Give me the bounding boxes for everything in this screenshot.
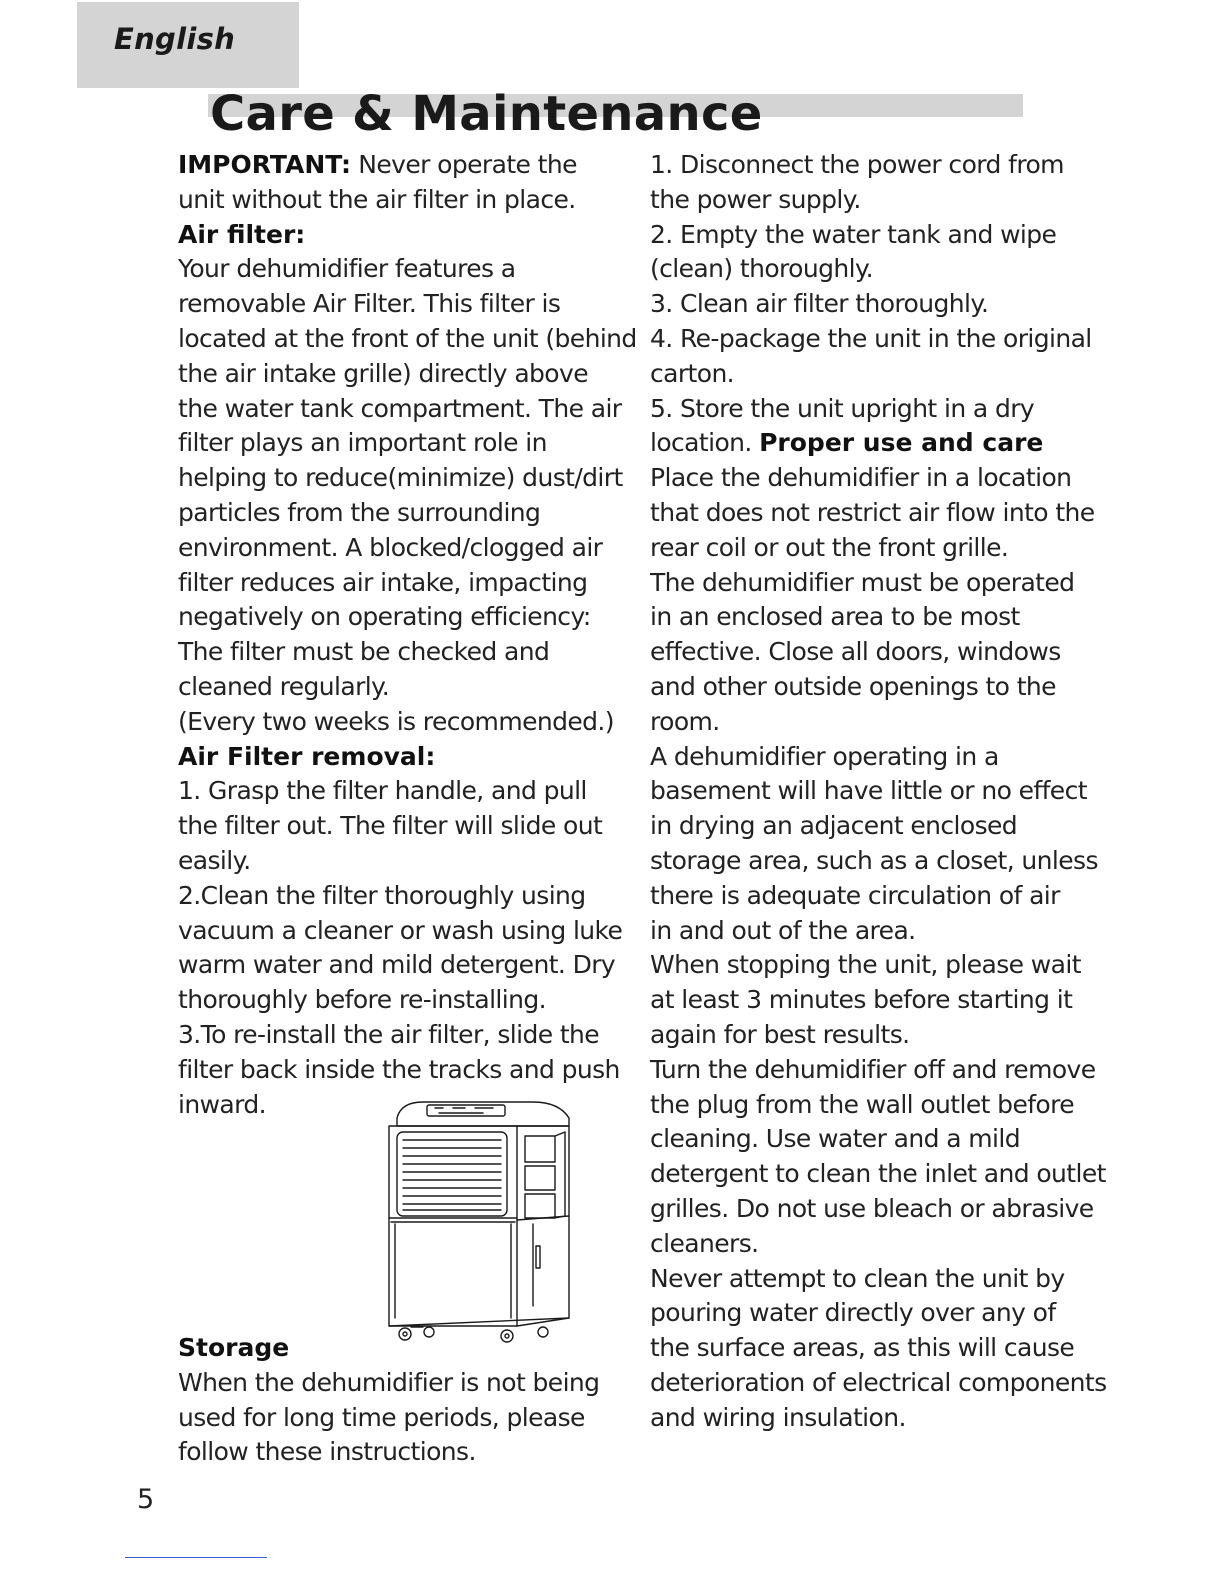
paragraph-line: detergent to clean the inlet and outlet [650,1159,1106,1189]
paragraph-line: cleaning. Use water and a mild [650,1124,1020,1154]
paragraph-line: storage area, such as a closet, unless [650,845,1098,875]
paragraph-line: in drying an adjacent enclosed [650,811,1018,841]
paragraph-line: the water tank compartment. The air [178,393,622,423]
paragraph-line: the plug from the wall outlet before [650,1089,1075,1119]
language-label: English [114,22,236,56]
paragraph-line: pouring water directly over any of [650,1298,1056,1328]
step-line: easily. [178,845,251,875]
paragraph-line: environment. A blocked/clogged air [178,532,603,562]
paragraph-line: in and out of the area. [650,915,916,945]
paragraph-line: there is adequate circulation of air [650,880,1060,910]
paragraph-line: room. [650,706,720,736]
air-filter-removal-steps [178,774,623,1122]
air-filter-paragraph [178,252,637,739]
step-line: 4. Re-package the unit in the original [650,323,1092,353]
important-text: Never operate the [350,150,577,179]
paragraph-line: The dehumidifier must be operated [650,567,1075,597]
paragraph-line: Your dehumidifier features a [178,254,516,284]
paragraph-line: grilles. Do not use bleach or abrasive [650,1193,1094,1223]
paragraph-line: particles from the surrounding [178,497,541,527]
step-line: filter back inside the tracks and push [178,1054,620,1084]
paragraph-line: Place the dehumidifier in a location [650,463,1072,493]
important-label: IMPORTANT: [178,150,351,179]
paragraph-line: negatively on operating efficiency: [178,602,591,632]
important-notice-line [178,148,618,183]
step5-continuation-line [650,426,1090,461]
paragraph-line: at least 3 minutes before starting it [650,985,1073,1015]
step-line: 1. Grasp the filter handle, and pull [178,776,587,806]
proper-use-heading: Proper use and care [759,428,1044,458]
paragraph-line: follow these instructions. [178,1437,476,1467]
paragraph-line: filter reduces air intake, impacting [178,567,588,597]
paragraph-line: A dehumidifier operating in a [650,741,999,771]
paragraph-line: that does not restrict air flow into the [650,497,1095,527]
paragraph-line: basement will have little or no effect [650,776,1087,806]
paragraph-line: the surface areas, as this will cause [650,1333,1075,1363]
paragraph-line: When stopping the unit, please wait [650,950,1081,980]
paragraph-line: cleaners. [650,1228,759,1258]
paragraph-line: Turn the dehumidifier off and remove [650,1054,1096,1084]
step-line: 2. Empty the water tank and wipe [650,219,1057,249]
step-line: 3.To re-install the air filter, slide the [178,1019,600,1049]
step-line: warm water and mild detergent. Dry [178,950,616,980]
paragraph-line: deterioration of electrical components [650,1367,1107,1397]
paragraph-line: removable Air Filter. This filter is [178,289,561,319]
step-line: inward. [178,1089,267,1119]
paragraph-line: helping to reduce(minimize) dust/dirt [178,463,623,493]
paragraph-line: and wiring insulation. [650,1402,906,1432]
step-line: the power supply. [650,184,861,214]
paragraph-line: filter plays an important role in [178,428,547,458]
proper-use-paragraph [650,461,1107,1435]
page-title: Care & Maintenance [210,86,763,142]
dehumidifier-illustration [383,1096,589,1346]
step-line: 1. Disconnect the power cord from [650,150,1064,179]
step5-end-text: location. [650,428,760,458]
important-notice-line-2: unit without the air filter in place. [178,184,576,214]
paragraph-line: used for long time periods, please [178,1402,585,1432]
paragraph-line: cleaned regularly. [178,671,390,701]
storage-steps [650,148,1090,426]
paragraph-line: rear coil or out the front grille. [650,532,1009,562]
step-line: vacuum a cleaner or wash using luke [178,915,623,945]
storage-paragraph [178,1366,618,1470]
step-line: 3. Clean air filter thoroughly. [650,289,989,319]
paragraph-line: located at the front of the unit (behind [178,323,637,353]
step-line: thoroughly before re-installing. [178,985,546,1015]
step-line: 5. Store the unit upright in a dry [650,393,1035,423]
page-number: 5 [137,1484,155,1515]
paragraph-line: again for best results. [650,1019,910,1049]
paragraph-line: The filter must be checked and [178,637,550,667]
step-line: carton. [650,358,735,388]
paragraph-line: (Every two weeks is recommended.) [178,706,614,736]
air-filter-removal-heading: Air Filter removal: [178,741,436,771]
paragraph-line: Never attempt to clean the unit by [650,1263,1065,1293]
storage-heading: Storage [178,1333,290,1363]
footer-line [125,1557,267,1558]
paragraph-line: in an enclosed area to be most [650,602,1020,632]
right-column [650,148,1107,1435]
paragraph-line: and other outside openings to the [650,671,1056,701]
step-line: the filter out. The filter will slide out [178,811,603,841]
step-line: 2.Clean the filter thoroughly using [178,880,586,910]
air-filter-heading: Air filter: [178,219,306,249]
step-line: (clean) thoroughly. [650,254,873,284]
paragraph-line: When the dehumidifier is not being [178,1367,600,1397]
paragraph-line: the air intake grille) directly above [178,358,588,388]
paragraph-line: effective. Close all doors, windows [650,637,1061,667]
language-tab [77,2,299,88]
